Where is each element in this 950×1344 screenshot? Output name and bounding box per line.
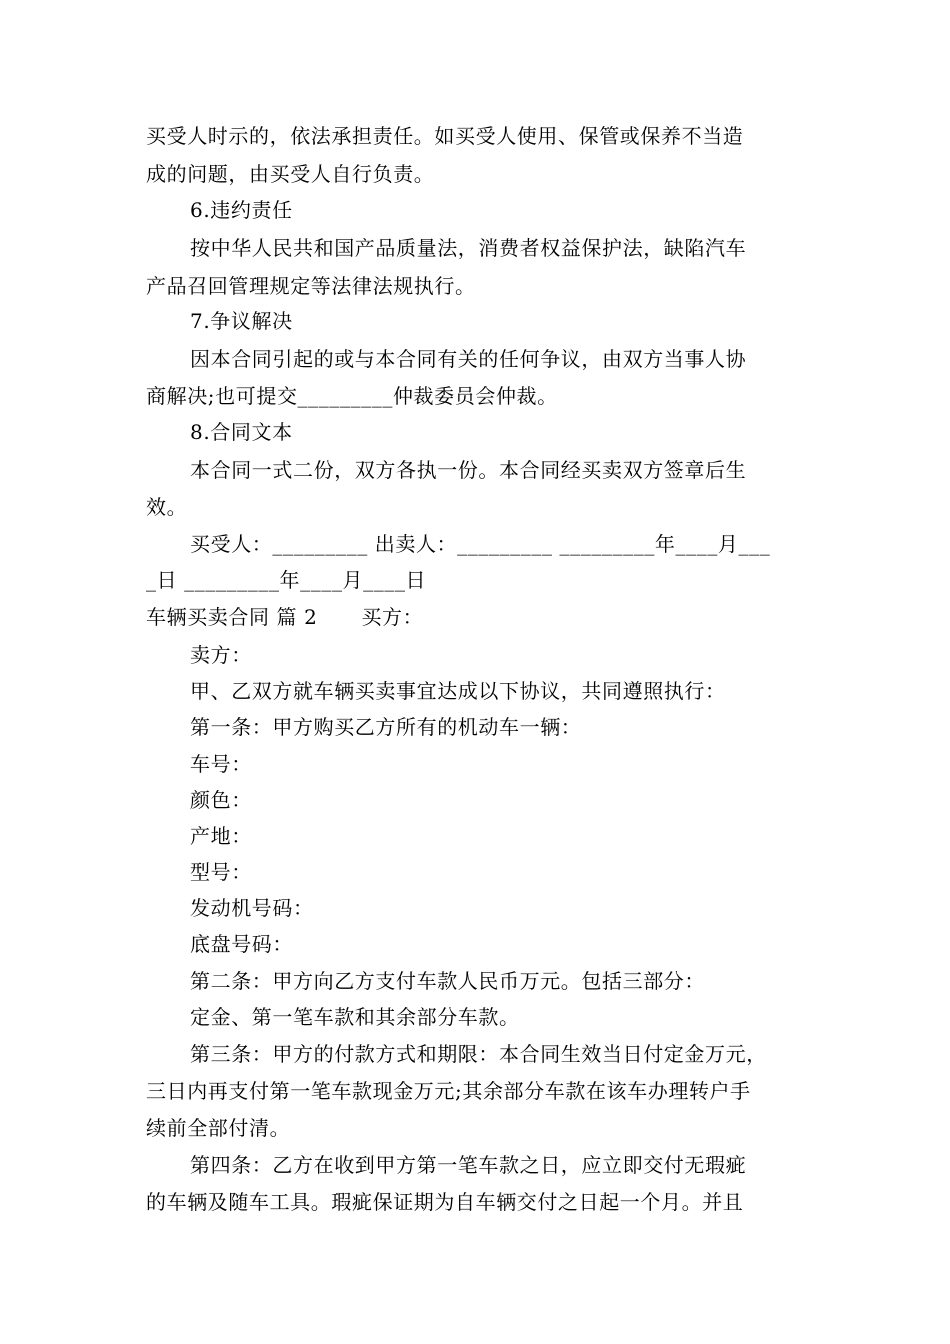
article-line: 第二条：甲方向乙方支付车款人民币万元。包括三部分： xyxy=(190,969,705,993)
paragraph-line: 商解决;也可提交_________仲裁委员会仲裁。 xyxy=(146,384,558,408)
field-label: 颜色： xyxy=(190,788,252,812)
paragraph-line: 三日内再支付第一笔车款现金万元;其余部分车款在该车办理转户手 xyxy=(146,1079,751,1103)
field-label: 型号： xyxy=(190,860,252,884)
contract-title: 车辆买卖合同 篇 2 xyxy=(146,605,318,629)
field-label: 底盘号码： xyxy=(190,932,293,956)
section-heading: 6.违约责任 xyxy=(190,198,293,222)
section-heading: 7.争议解决 xyxy=(190,309,293,333)
paragraph-line: 按中华人民共和国产品质量法，消费者权益保护法，缺陷汽车 xyxy=(190,236,747,260)
paragraph-line: 甲、乙双方就车辆买卖事宜达成以下协议，共同遵照执行： xyxy=(190,679,726,703)
field-label: 车号： xyxy=(190,752,252,776)
section-heading: 8.合同文本 xyxy=(190,420,293,444)
paragraph-line: 买受人时示的，依法承担责任。如买受人使用、保管或保养不当造 xyxy=(146,124,744,148)
seller-label: 卖方： xyxy=(190,643,252,667)
paragraph-line: 因本合同引起的或与本合同有关的任何争议，由双方当事人协 xyxy=(190,347,747,371)
field-label: 产地： xyxy=(190,824,252,848)
signature-line: _日 _________年____月____日 xyxy=(146,568,427,592)
paragraph-line: 产品召回管理规定等法律法规执行。 xyxy=(146,274,476,298)
paragraph-line: 效。 xyxy=(146,495,188,519)
paragraph-line: 定金、第一笔车款和其余部分车款。 xyxy=(190,1005,520,1029)
paragraph-line: 成的问题，由买受人自行负责。 xyxy=(146,162,435,186)
paragraph-line: 本合同一式二份，双方各执一份。本合同经买卖双方签章后生 xyxy=(190,458,747,482)
signature-line: 买受人：_________ 出卖人：_________ _________年____月___ xyxy=(190,532,771,556)
article-line: 第四条：乙方在收到甲方第一笔车款之日，应立即交付无瑕疵 xyxy=(190,1153,747,1177)
article-line: 第一条：甲方购买乙方所有的机动车一辆： xyxy=(190,715,582,739)
paragraph-line: 续前全部付清。 xyxy=(146,1116,291,1140)
field-label: 发动机号码： xyxy=(190,896,314,920)
contract-title-line xyxy=(146,603,423,631)
buyer-label: 买方： xyxy=(361,605,424,629)
article-line: 第三条：甲方的付款方式和期限：本合同生效当日付定金万元， xyxy=(190,1042,767,1066)
paragraph-line: 的车辆及随车工具。瑕疵保证期为自车辆交付之日起一个月。并且 xyxy=(146,1190,744,1214)
